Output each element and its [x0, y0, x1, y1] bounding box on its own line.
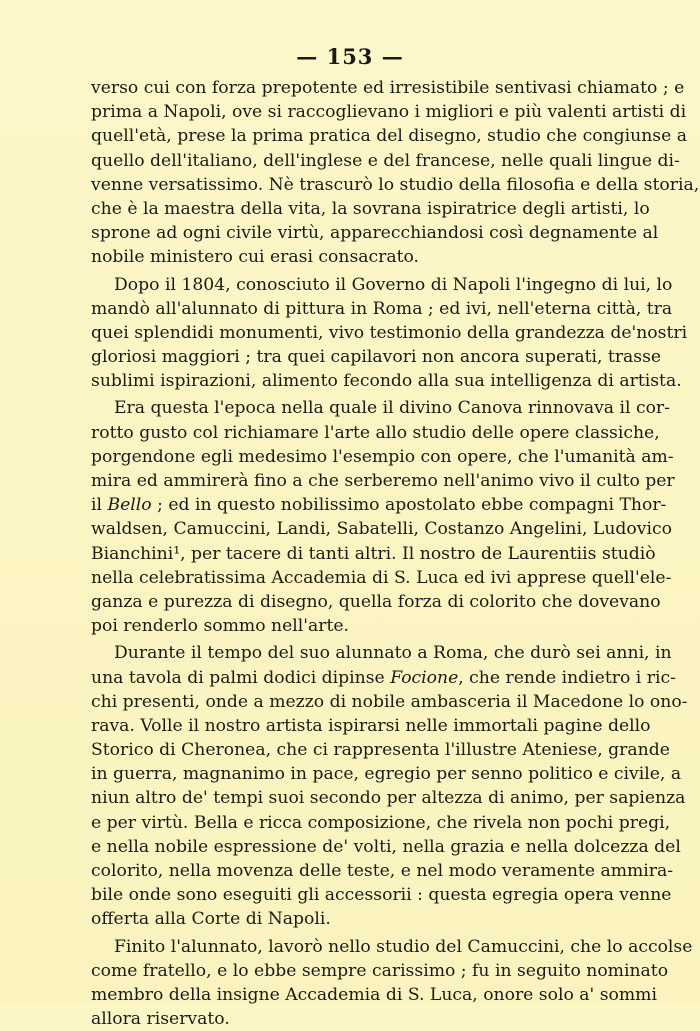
text-line: waldsen, Camuccini, Landi, Sabatelli, Costanzo Angelini, Ludovico — [91, 519, 672, 540]
text-line: chi presenti, onde a mezzo di nobile ambasceria il Macedone lo ono- — [91, 691, 688, 712]
text-line: quello dell'italiano, dell'inglese e del francese, nelle quali lingue di- — [91, 150, 680, 171]
italic-title: Bello — [107, 495, 152, 516]
text-line: sprone ad ogni civile virtù, apparecchiandosi così degnamente al — [91, 223, 659, 244]
text-line: rotto gusto col richiamare l'arte allo studio delle opere classiche, — [91, 422, 660, 443]
text-line: venne versatissimo. Nè trascurò lo studio della filosofia e della storia, — [91, 174, 700, 195]
body-text — [91, 76, 700, 1031]
text-line: Finito l'alunnato, lavorò nello studio del Camuccini, che lo accolse — [114, 936, 693, 957]
text-line: che è la maestra della vita, la sovrana ispiratrice degli artisti, lo — [91, 198, 650, 219]
text-line: Storico di Cheronea, che ci rappresenta l'illustre Ateniese, grande — [91, 740, 670, 761]
text-line: gloriosi maggiori ; tra quei capilavori non ancora superati, trasse — [91, 347, 662, 368]
text-line: mandò all'alunnato di pittura in Roma ; ed ivi, nell'eterna città, tra — [91, 298, 673, 319]
text-line: offerta alla Corte di Napoli. — [91, 909, 331, 930]
text-line: una tavola di palmi dodici dipinse Focione, che rende indietro i ric- — [91, 667, 676, 688]
text-line: rava. Volle il nostro artista ispirarsi nelle immortali pagine dello — [91, 715, 651, 736]
text-line: Dopo il 1804, conosciuto il Governo di Napoli l'ingegno di lui, lo — [114, 274, 673, 295]
text-line: mira ed ammirerà fino a che serberemo nell'animo vivo il culto per — [91, 471, 675, 491]
text-line: in guerra, magnanimo in pace, egregio per senno politico e civile, a — [91, 764, 682, 785]
italic-title: Focione — [390, 667, 459, 688]
text-line: allora riservato. — [91, 1009, 230, 1030]
text-line: sublimi ispirazioni, alimento fecondo alla sua intelligenza di artista. — [91, 371, 682, 392]
paragraph-5 — [91, 935, 693, 1031]
text-line: membro della insigne Accademia di S. Luca, onore solo a' sommi — [91, 984, 657, 1005]
text-line: poi renderlo sommo nell'arte. — [91, 616, 350, 637]
text-line: colorito, nella movenza delle teste, e nel modo veramente ammira- — [91, 861, 674, 881]
text-line: bile onde sono eseguiti gli accessorii : questa egregia opera venne — [91, 885, 672, 906]
text-line: il Bello ; ed in questo nobilissimo apostolato ebbe compagni Thor- — [91, 495, 667, 516]
page-number: — 153 — — [296, 44, 404, 69]
paragraph-2 — [91, 273, 688, 394]
text-line: nella celebratissima Accademia di S. Luca ed ivi apprese quell'ele- — [91, 567, 672, 588]
text-line: quell'età, prese la prima pratica del disegno, studio che congiunse a — [91, 126, 687, 147]
text-line: nobile ministero cui erasi consacrato. — [91, 247, 420, 268]
text-line: niun altro de' tempi suoi secondo per altezza di animo, per sapienza — [91, 788, 686, 809]
text-line: porgendone egli medesimo l'esempio con opere, che l'umanità am- — [91, 446, 674, 467]
text-line: e per virtù. Bella e ricca composizione, che rivela non pochi pregi, — [91, 812, 671, 833]
text-line: ganza e purezza di disegno, quella forza di colorito che dovevano — [91, 591, 661, 612]
text-line: e nella nobile espressione de' volti, nella grazia e nella dolcezza del — [91, 836, 681, 857]
text-line: quei splendidi monumenti, vivo testimonio della grandezza de'nostri — [91, 322, 688, 343]
paragraph-1 — [91, 76, 700, 270]
text-line: Era questa l'epoca nella quale il divino Canova rinnovava il cor- — [114, 398, 670, 419]
paragraph-4 — [91, 641, 688, 931]
text-line: Durante il tempo del suo alunnato a Roma, che durò sei anni, in — [114, 643, 672, 664]
paragraph-3 — [91, 396, 675, 638]
text-line: prima a Napoli, ove si raccoglievano i migliori e più valenti artisti di — [91, 102, 687, 123]
text-line: come fratello, e lo ebbe sempre carissimo ; fu in seguito nominato — [91, 960, 669, 981]
text-line: Bianchini¹, per tacere di tanti altri. Il nostro de Laurentiis studiò — [91, 543, 656, 564]
text-line: verso cui con forza prepotente ed irresistibile sentivasi chiamato ; e — [91, 78, 685, 98]
